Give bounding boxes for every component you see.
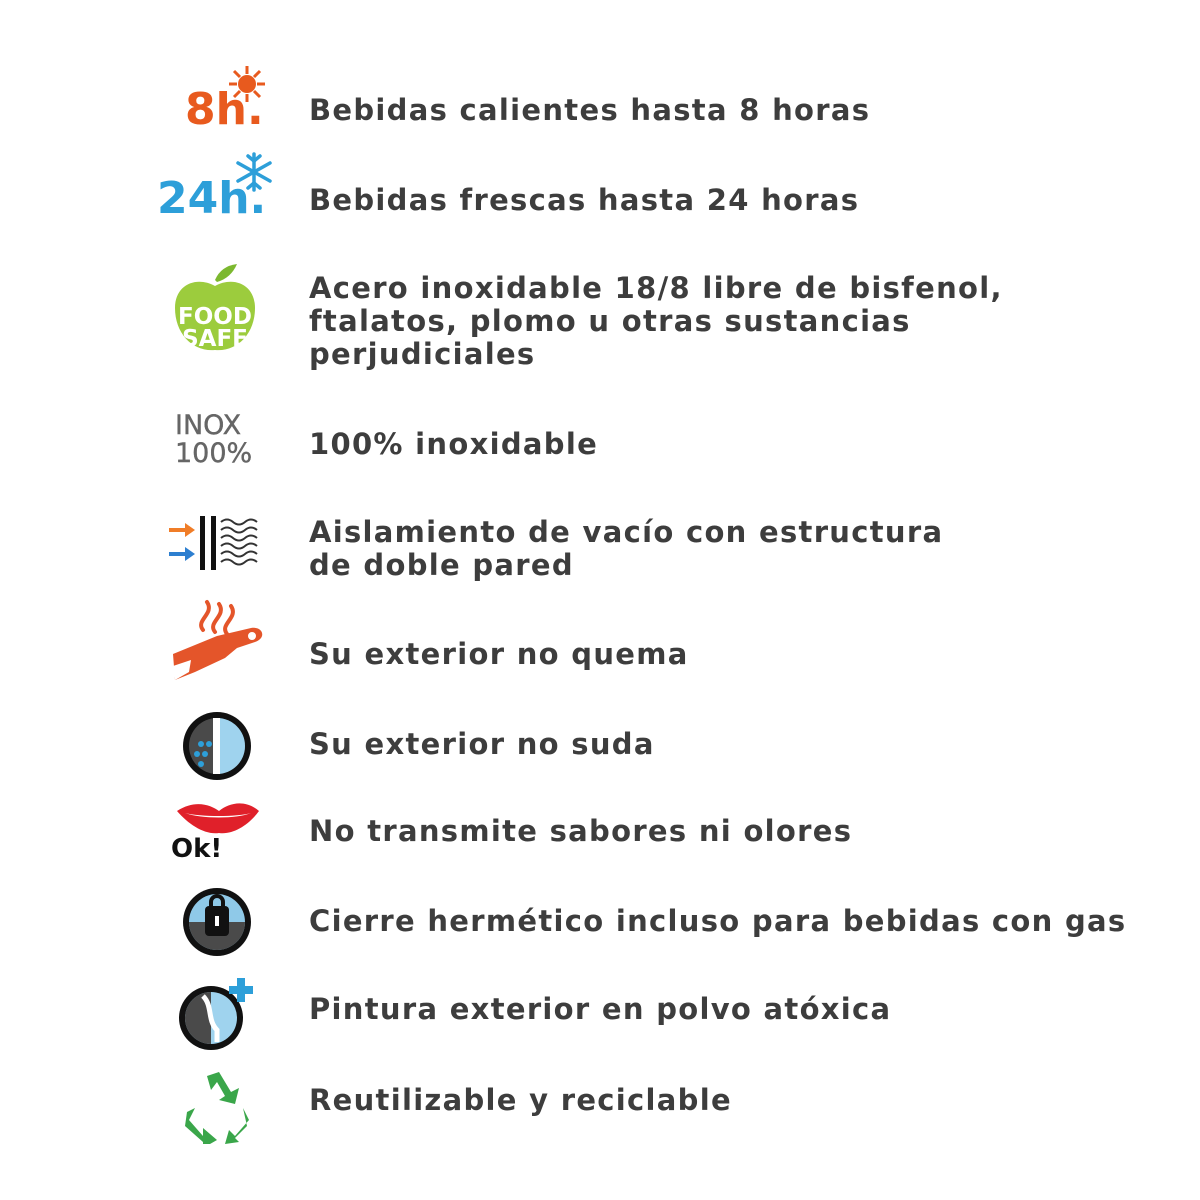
feature-row-insulation (0, 500, 1200, 590)
feature-row-paint (0, 968, 1200, 1058)
feature-row-hermetic (0, 880, 1200, 970)
icon-label-ok: Ok! (171, 834, 223, 864)
icon-label-inox: INOX (175, 410, 242, 441)
icon-label-safe: SAFE (182, 326, 248, 352)
feature-text-notaste: No transmite sabores ni olores (309, 814, 853, 848)
apple-icon (155, 262, 280, 362)
icon-label-24h: 24h. (157, 173, 267, 224)
droplets-icon (155, 704, 280, 789)
icon-label-8h: 8h. (185, 84, 264, 135)
feature-row-noburn (0, 592, 1200, 692)
feature-text-foodsafe-line-1: Acero inoxidable 18/8 libre de bisfenol, (309, 271, 1003, 305)
feature-text-inox: 100% inoxidable (309, 427, 599, 461)
feature-text-hot: Bebidas calientes hasta 8 horas (309, 93, 871, 127)
feature-row-cold (0, 150, 1200, 230)
feature-text-foodsafe-line-2: ftalatos, plomo u otras sustancias (309, 304, 911, 338)
recycle-icon (155, 1064, 280, 1144)
paint-plus-icon (155, 976, 280, 1056)
feature-row-nosweat (0, 702, 1200, 792)
feature-text-insulation-line-1: Aislamiento de vacío con estructura (309, 515, 944, 549)
feature-row-notaste (0, 795, 1200, 875)
inox-icon (155, 400, 280, 480)
sun-icon (155, 60, 280, 140)
snowflake-icon (155, 150, 280, 230)
feature-text-foodsafe (309, 272, 1003, 371)
lock-icon (155, 884, 280, 964)
feature-row-foodsafe (0, 262, 1200, 382)
double-wall-icon (155, 510, 280, 580)
lips-icon (155, 795, 280, 865)
hand-heat-icon (155, 592, 280, 687)
feature-text-noburn: Su exterior no quema (309, 637, 689, 671)
feature-text-nosweat: Su exterior no suda (309, 727, 655, 761)
icon-label-food: FOOD (178, 304, 252, 330)
feature-text-foodsafe-line-3: perjudiciales (309, 337, 536, 371)
feature-text-insulation-line-2: de doble pared (309, 548, 574, 582)
feature-text-hermetic: Cierre hermético incluso para bebidas con gas (309, 904, 1127, 938)
feature-text-recycle: Reutilizable y reciclable (309, 1083, 732, 1117)
feature-text-cold: Bebidas frescas hasta 24 horas (309, 183, 860, 217)
feature-row-inox (0, 400, 1200, 480)
feature-row-recycle (0, 1060, 1200, 1150)
feature-row-hot (0, 60, 1200, 140)
feature-text-insulation (309, 516, 943, 582)
icon-label-100: 100% (175, 438, 253, 469)
feature-text-paint: Pintura exterior en polvo atóxica (309, 992, 892, 1026)
